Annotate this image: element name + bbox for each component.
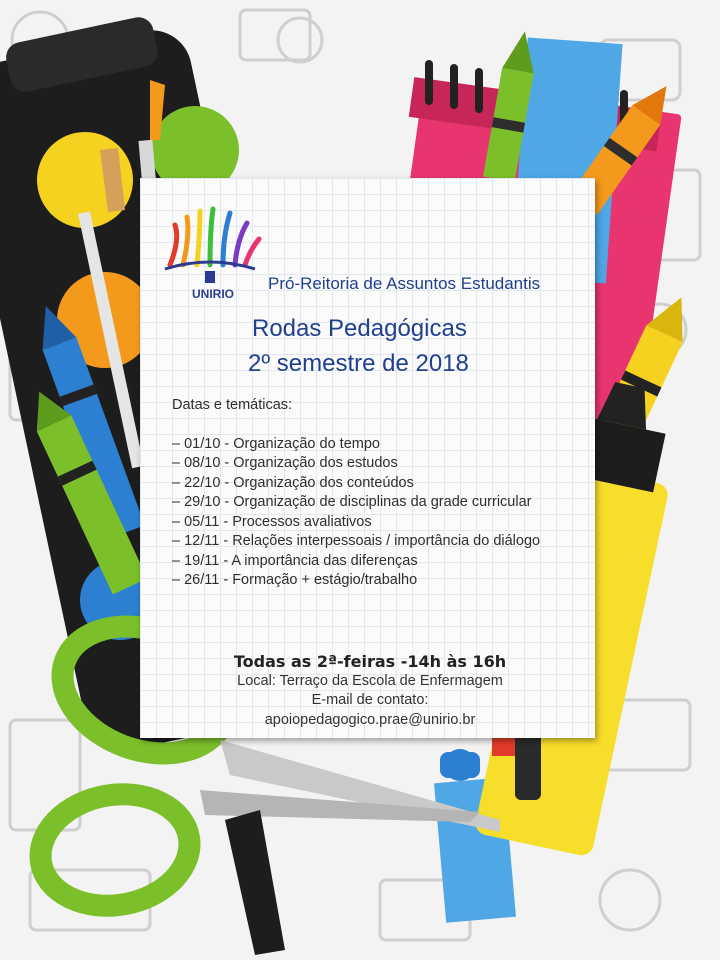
list-item: – 29/10 - Organização de disciplinas da grade curricular	[172, 494, 532, 510]
list-item: – 01/10 - Organização do tempo	[172, 435, 380, 452]
topics-intro: Datas e temáticas:	[172, 397, 293, 413]
page-subtitle: 2º semestre de 2018	[248, 350, 469, 377]
page-title: Rodas Pedagógicas	[252, 315, 467, 342]
organization-name: Pró-Reitoria de Assuntos Estudantis	[268, 274, 541, 293]
email-link[interactable]: apoiopedagogico.prae@unirio.br	[264, 711, 476, 728]
location-text: Local: Terraço da Escola de Enfermagem	[237, 672, 503, 689]
topics-list	[172, 396, 552, 591]
list-item: – 05/11 - Processos avaliativos	[172, 513, 372, 530]
email-label: E-mail de contato:	[311, 692, 429, 708]
list-item: – 19/11 - A importância das diferenças	[172, 552, 418, 569]
hands-logo-icon	[170, 209, 259, 265]
footer-info	[175, 652, 565, 730]
logo-text: UNIRIO	[192, 287, 234, 301]
list-item: – 12/11 - Relações interpessoais / importância do diálogo	[172, 533, 541, 549]
list-item: – 08/10 - Organização dos estudos	[172, 455, 398, 471]
list-item: – 22/10 - Organização dos conteúdos	[172, 474, 414, 491]
schedule-text: Todas as 2ª-feiras -14h às 16h	[233, 652, 507, 671]
list-item: – 26/11 - Formação + estágio/trabalho	[172, 572, 418, 588]
